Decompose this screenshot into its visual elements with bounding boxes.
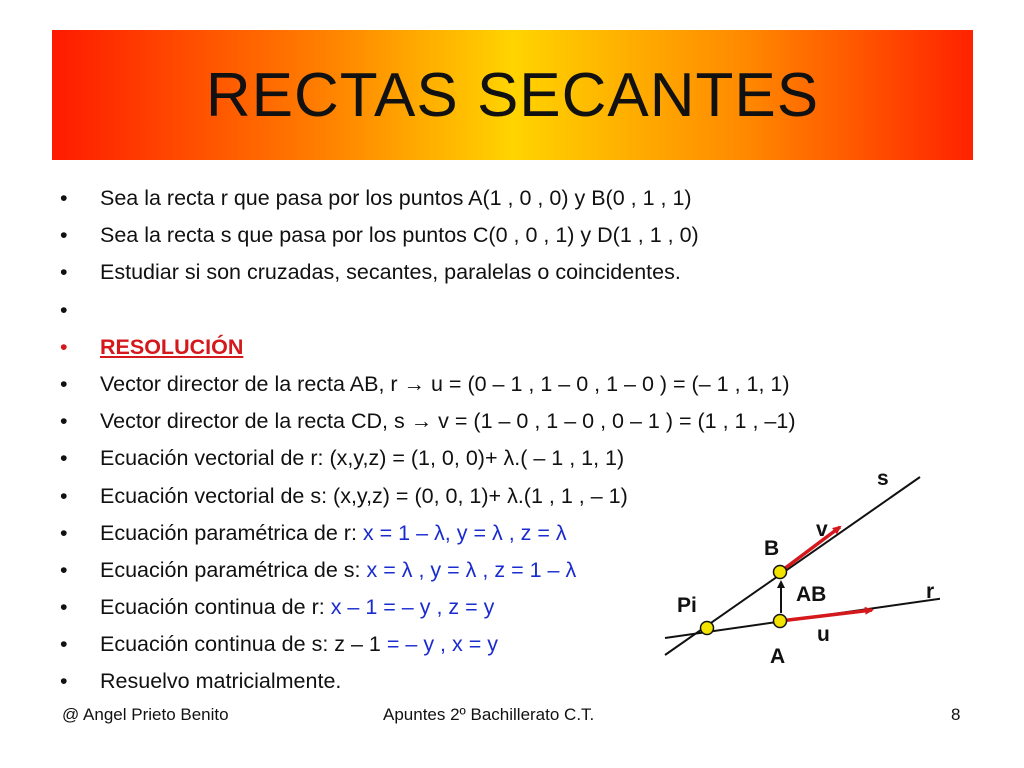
- resolucion-heading: RESOLUCIÓN: [100, 334, 244, 359]
- bullet-text: Sea la recta r que pasa por los puntos A(1 , 0 , 0) y B(0 , 1 , 1): [100, 186, 692, 210]
- footer-course: Apuntes 2º Bachillerato C.T.: [383, 705, 595, 724]
- bullet-label: Ecuación continua de r:: [100, 595, 331, 620]
- label-u: u: [817, 623, 830, 646]
- point-b: [774, 566, 787, 579]
- point-a: [774, 615, 787, 628]
- bullet-task: [60, 254, 960, 291]
- label-v: v: [816, 518, 828, 541]
- bullet-text: v = (1 – 0 , 1 – 0 , 0 – 1 ) = (1 , 1 , –1): [432, 409, 796, 434]
- bullet-text: Ecuación vectorial de r: (x,y,z) = (1, 0, 0)+ λ.( – 1 , 1, 1): [100, 446, 625, 471]
- label-a: A: [770, 645, 786, 668]
- vector-v-arrow: [780, 527, 840, 572]
- point-pi: [701, 622, 714, 635]
- bullet-empty: [60, 292, 960, 329]
- bullet-vector-v: [60, 403, 960, 440]
- bullet-label: Ecuación continua de s: z – 1: [100, 632, 387, 657]
- arrow-icon: →: [403, 371, 426, 396]
- bullet-text: Estudiar si son cruzadas, secantes, paralelas o coincidentes.: [100, 260, 681, 285]
- bullet-text: u = (0 – 1 , 1 – 0 , 1 – 0 ) = (– 1 , 1, 1): [425, 371, 790, 396]
- label-b: B: [764, 537, 780, 560]
- bullet-text: Sea la recta s que pasa por los puntos C(0 , 0 , 1) y D(1 , 1 , 0): [100, 223, 699, 248]
- label-pi: Pi: [677, 594, 697, 617]
- label-r: r: [926, 580, 935, 603]
- bullet-vector-u: [60, 366, 960, 403]
- bullet-resolucion: [60, 329, 960, 366]
- bullet-text: Vector director de la recta AB, r: [100, 371, 404, 396]
- equation-value: x = 1 – λ, y = λ , z = λ: [362, 520, 567, 545]
- lines-diagram: [640, 455, 940, 685]
- bullet-line-s: [60, 217, 960, 254]
- footer-page-number: 8: [951, 705, 961, 724]
- vector-u-arrow: [780, 610, 872, 621]
- title-banner: [52, 30, 973, 160]
- equation-value: x = λ , y = λ , z = 1 – λ: [366, 557, 577, 582]
- bullet-line-r: [60, 180, 960, 217]
- equation-value: = – y , x = y: [386, 632, 498, 657]
- arrow-icon: →: [410, 409, 433, 434]
- footer-author: @ Angel Prieto Benito: [62, 705, 229, 724]
- bullet-label: Ecuación paramétrica de s:: [100, 557, 367, 582]
- equation-value: x – 1 = – y , z = y: [330, 595, 495, 620]
- slide-title: RECTAS SECANTES: [205, 60, 820, 130]
- bullet-text: Ecuación vectorial de s: (x,y,z) = (0, 0, 1)+ λ.(1 , 1 , – 1): [100, 483, 628, 508]
- label-s: s: [877, 467, 889, 490]
- footer: [0, 705, 1024, 735]
- bullet-text: Vector director de la recta CD, s: [100, 409, 411, 434]
- bullet-label: Ecuación paramétrica de r:: [100, 520, 363, 545]
- bullet-text: Resuelvo matricialmente.: [100, 669, 342, 694]
- label-ab: AB: [796, 583, 827, 606]
